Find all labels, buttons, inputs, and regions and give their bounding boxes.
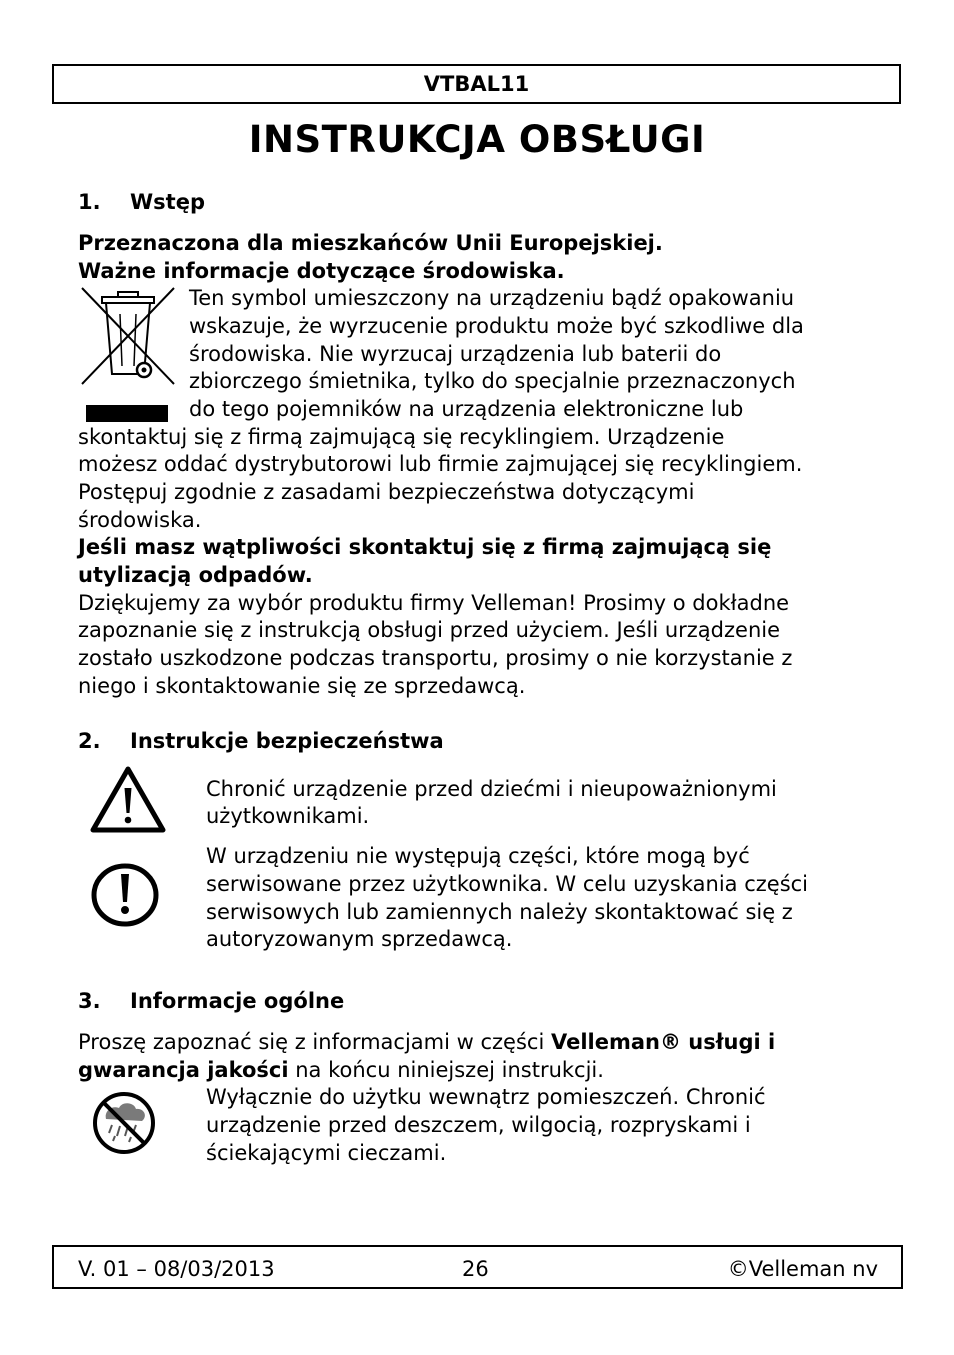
- safety-text-line: serwisowych lub zamiennych należy skontaktować się z: [206, 900, 793, 924]
- weee-text-line: wskazuje, że wyrzucenie produktu może być szkodliwe dla: [189, 314, 804, 338]
- weee-bin-icon: [80, 286, 176, 424]
- general-text: na końcu niniejszej instrukcji.: [288, 1058, 604, 1082]
- bold-warning-line: Jeśli masz wątpliwości skontaktuj się z firmą zajmującą się: [78, 535, 772, 559]
- safety-text-line: autoryzowanym sprzedawcą.: [206, 927, 513, 951]
- page-title: INSTRUKCJA OBSŁUGI: [248, 118, 706, 161]
- section-number: 1.: [78, 190, 101, 214]
- velleman-service-ref: Velleman® usługi i: [550, 1030, 776, 1054]
- footer-version: V. 01 – 08/03/2013: [78, 1257, 275, 1281]
- weee-text-line: zbiorczego śmietnika, tylko do specjalnie przeznaczonych: [189, 369, 796, 393]
- bold-warning-line: utylizacją odpadów.: [78, 563, 313, 587]
- weee-text-line: do tego pojemników na urządzenia elektroniczne lub: [189, 397, 744, 421]
- weee-text-line: Ten symbol umieszczony na urządzeniu bądź opakowaniu: [189, 286, 795, 310]
- section-number: 2.: [78, 729, 101, 753]
- thanks-line: zapoznanie się z instrukcją obsługi przed użyciem. Jeśli urządzenie: [78, 618, 781, 642]
- quality-guarantee-ref: gwarancja jakości: [78, 1058, 289, 1082]
- weee-text-line: środowiska.: [78, 508, 202, 532]
- warning-triangle-icon: [90, 766, 166, 834]
- safety-text-line: serwisowane przez użytkownika. W celu uzyskania części: [206, 872, 809, 896]
- weee-text-line: środowiska. Nie wyrzucaj urządzenia lub baterii do: [189, 342, 722, 366]
- footer-page-number: 26: [462, 1257, 489, 1281]
- thanks-line: niego i skontaktowanie się ze sprzedawcą.: [78, 674, 526, 698]
- thanks-line: Dziękujemy za wybór produktu firmy Velleman! Prosimy o dokładne: [78, 591, 790, 615]
- footer-copyright: ©Velleman nv: [727, 1257, 878, 1281]
- general-text: Proszę zapoznać się z informacjami w części: [78, 1030, 551, 1054]
- section-number: 3.: [78, 989, 101, 1013]
- indoor-text-line: Wyłącznie do użytku wewnątrz pomieszczeń. Chronić: [206, 1085, 766, 1109]
- header-box: [52, 64, 901, 104]
- section-3-heading: [78, 987, 344, 1015]
- section-title: Wstęp: [130, 190, 205, 214]
- weee-text-line: Postępuj zgodnie z zasadami bezpieczeństwa dotyczącymi: [78, 480, 695, 504]
- general-text-line: [78, 1028, 775, 1056]
- eu-notice: Przeznaczona dla mieszkańców Unii Europejskiej.: [78, 231, 663, 255]
- general-text-line: [78, 1056, 604, 1084]
- indoor-text-line: urządzenie przed deszczem, wilgocią, rozpryskami i: [206, 1113, 751, 1137]
- exclamation-circle-icon: [90, 862, 160, 928]
- section-title: Informacje ogólne: [130, 989, 345, 1013]
- indoor-text-line: ściekającymi cieczami.: [206, 1141, 447, 1165]
- section-2-heading: [78, 727, 444, 755]
- safety-text-line: Chronić urządzenie przed dziećmi i nieupoważnionymi: [206, 777, 777, 801]
- safety-text-line: użytkownikami.: [206, 804, 370, 828]
- section-1-heading: [78, 188, 205, 216]
- section-title: Instrukcje bezpieczeństwa: [130, 729, 444, 753]
- env-info-heading: Ważne informacje dotyczące środowiska.: [78, 259, 565, 283]
- weee-text-line: możesz oddać dystrybutorowi lub firmie zajmującej się recyklingiem.: [78, 452, 803, 476]
- thanks-line: zostało uszkodzone podczas transportu, prosimy o nie korzystanie z: [78, 646, 793, 670]
- weee-text-line: skontaktuj się z firmą zajmującą się recyklingiem. Urządzenie: [78, 425, 725, 449]
- model-number: VTBAL11: [423, 72, 530, 96]
- no-rain-icon: [92, 1091, 156, 1155]
- safety-text-line: W urządzeniu nie występują części, które mogą być: [206, 844, 750, 868]
